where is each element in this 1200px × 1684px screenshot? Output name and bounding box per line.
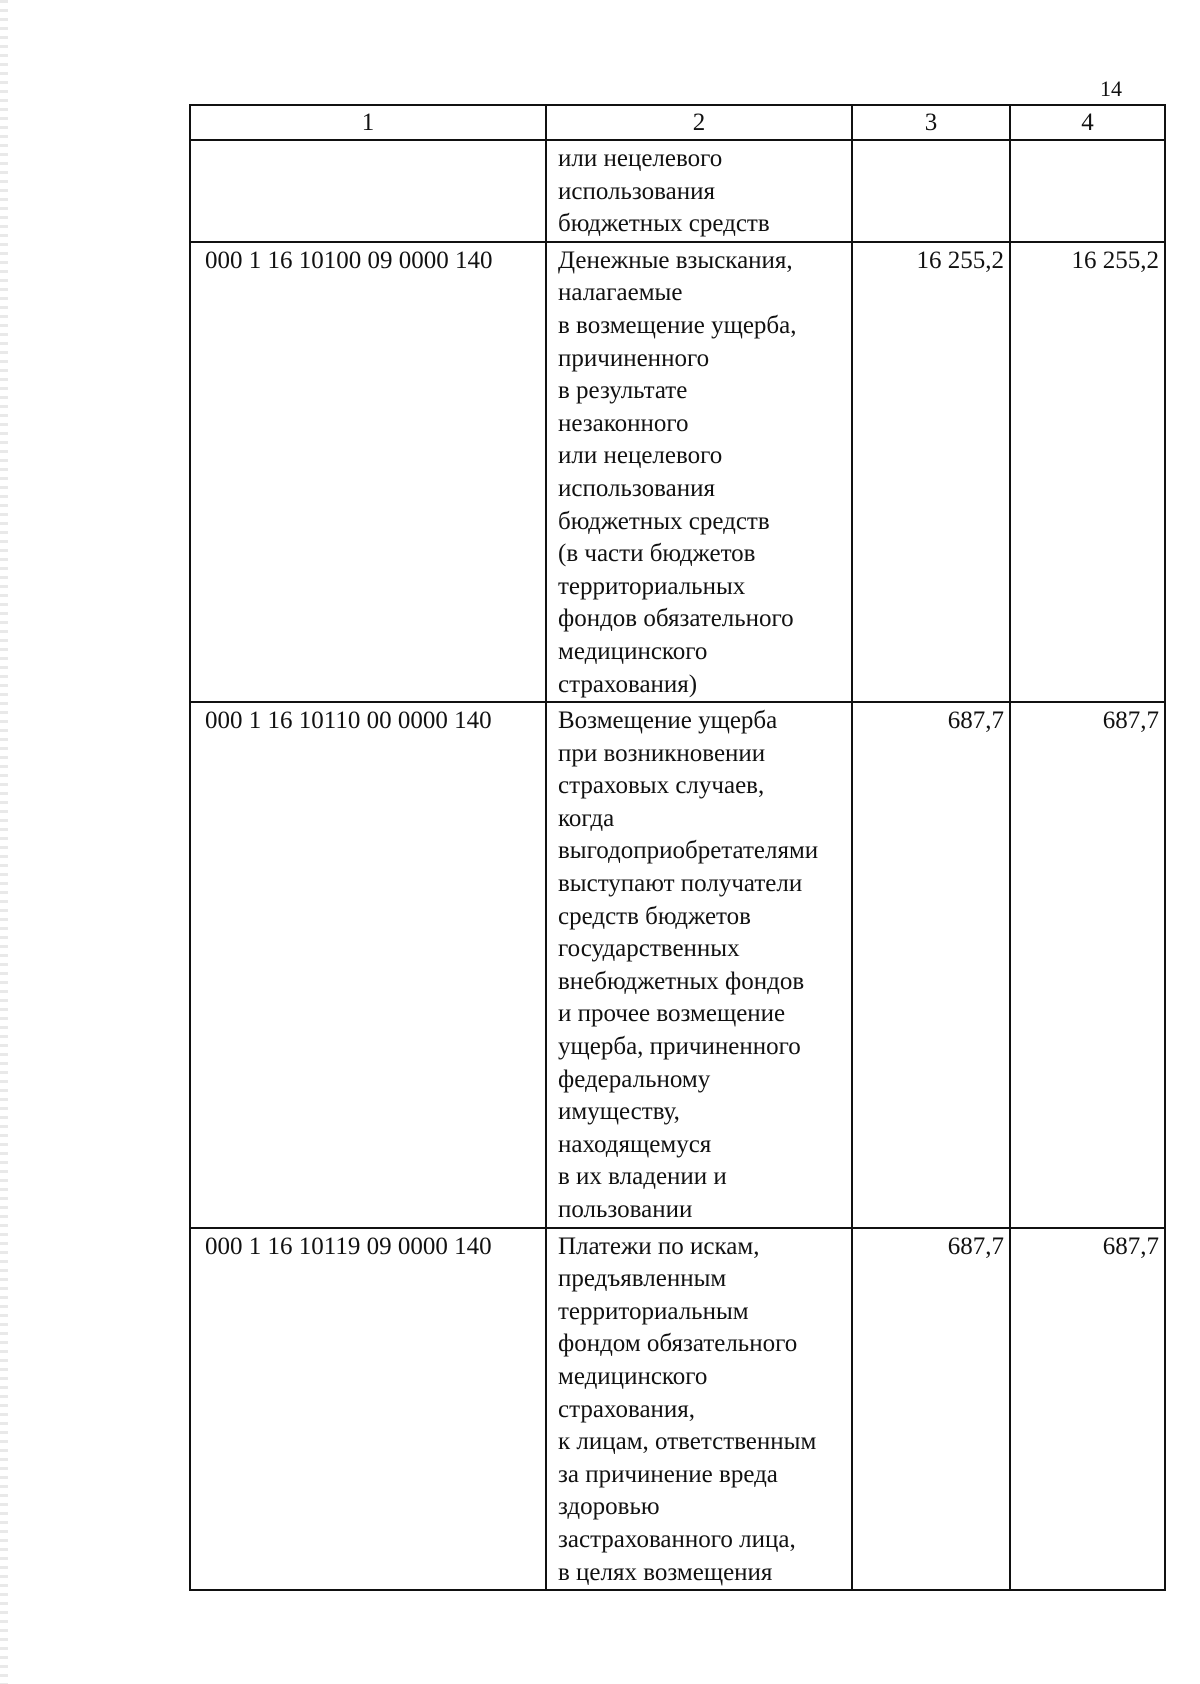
header-row xyxy=(190,105,1165,140)
amount-col4: 687,7 xyxy=(1102,707,1159,735)
table-row xyxy=(190,140,1165,242)
description-cell xyxy=(546,1228,852,1591)
budget-code: 000 1 16 10119 09 0000 140 xyxy=(205,1232,492,1260)
amount-col3: 687,7 xyxy=(947,1232,1004,1260)
table-row xyxy=(190,242,1165,702)
column-header-4: 4 xyxy=(1010,105,1165,140)
code-cell xyxy=(190,140,546,242)
amount-col4 xyxy=(1011,141,1164,143)
amount-col4: 16 255,2 xyxy=(1071,246,1159,274)
budget-code xyxy=(191,141,545,143)
table-body xyxy=(190,140,1165,1590)
table-row xyxy=(190,1228,1165,1591)
revenue-table xyxy=(189,104,1166,1591)
description-cell xyxy=(546,702,852,1228)
revenue-description: или нецелевого использования бюджетных средств xyxy=(558,145,770,238)
table-row xyxy=(190,702,1165,1228)
amount-col4: 687,7 xyxy=(1102,1232,1159,1260)
revenue-description: Возмещение ущерба при возникновении страховых случаев, когда выгодоприобретателями выступают получатели средств бюджетов государственных внебюджетных фондов и прочее возмещение ущерба, причиненного федеральному имуществу, находящемуся в их владении и пользовании xyxy=(558,707,819,1223)
table-header xyxy=(190,105,1165,140)
amount-cell-4 xyxy=(1010,1228,1165,1591)
revenue-description: Денежные взыскания, налагаемые в возмещение ущерба, причиненного в результате незаконного или нецелевого использования бюджетных средств (в части бюджетов территориальных фондов обязательного медицинского страхования) xyxy=(558,246,797,698)
amount-col3: 16 255,2 xyxy=(916,246,1004,274)
budget-code: 000 1 16 10100 09 0000 140 xyxy=(205,246,493,274)
column-header-1: 1 xyxy=(190,105,546,140)
amount-col3 xyxy=(853,141,1009,143)
amount-cell-4 xyxy=(1010,242,1165,702)
amount-cell-3 xyxy=(852,242,1010,702)
amount-col3: 687,7 xyxy=(947,707,1004,735)
amount-cell-4 xyxy=(1010,140,1165,242)
column-header-3: 3 xyxy=(852,105,1010,140)
amount-cell-4 xyxy=(1010,702,1165,1228)
description-cell xyxy=(546,242,852,702)
amount-cell-3 xyxy=(852,1228,1010,1591)
revenue-description: Платежи по искам, предъявленным территориальным фондом обязательного медицинского страхования, к лицам, ответственным за причинение вреда здоровью застрахованного лица, в целях возмещения xyxy=(558,1232,817,1586)
budget-code: 000 1 16 10110 00 0000 140 xyxy=(205,707,492,735)
code-cell xyxy=(190,242,546,702)
amount-cell-3 xyxy=(852,140,1010,242)
page-number: 14 xyxy=(1100,76,1122,101)
column-header-2: 2 xyxy=(546,105,852,140)
code-cell xyxy=(190,1228,546,1591)
scan-edge-artifact xyxy=(0,0,8,1684)
description-cell xyxy=(546,140,852,242)
code-cell xyxy=(190,702,546,1228)
amount-cell-3 xyxy=(852,702,1010,1228)
